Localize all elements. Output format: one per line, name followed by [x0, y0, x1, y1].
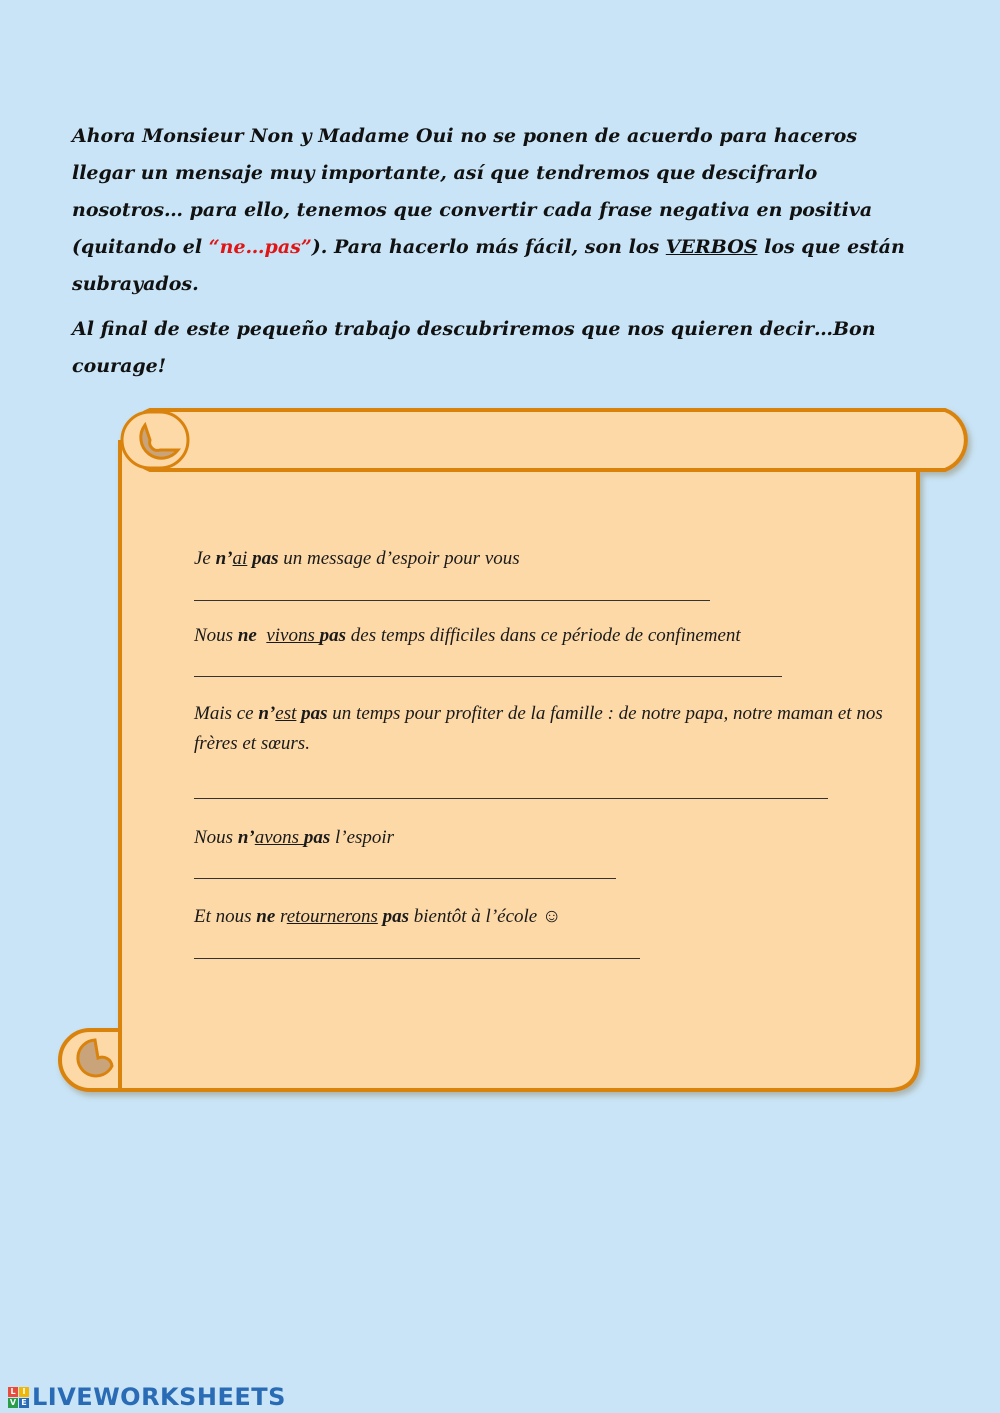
sentence-2 [194, 621, 741, 651]
sentence-3-post: un temps pour profiter de la famille : de notre papa, notre maman et nos frères et sœurs. [194, 703, 883, 754]
logo-mark-letter: V [9, 1397, 17, 1407]
instructions-text-b: ). Para hacerlo más fácil, son los [311, 236, 666, 258]
answer-input-3[interactable] [194, 770, 832, 798]
instructions-paragraph-2: Al final de este pequeño trabajo descubriremos que nos quieren decir…Bon courage! [72, 318, 876, 377]
sentence-2-gap [257, 625, 267, 646]
underlined-verb: avons [254, 827, 304, 848]
verbos-underlined: VERBOS [665, 236, 758, 258]
sentence-5 [194, 902, 561, 932]
negation-pas: pas [303, 827, 331, 848]
ne-pas-highlight: ne…pas [219, 236, 301, 258]
quote-close: ” [300, 236, 312, 258]
sentence-1-post: un message d’espoir pour vous [278, 548, 520, 569]
sentence-1-pre: Je [194, 548, 216, 569]
sentence-5-post: bientôt à l’école [409, 906, 542, 927]
negation-pas: pas [252, 548, 279, 569]
logo-mark-letter: L [8, 1387, 18, 1397]
instructions-text-c: los que están subrayados. [72, 236, 905, 295]
sentence-3-pre: Mais ce [194, 703, 259, 724]
negation-ne: n’ [215, 548, 233, 569]
answer-line-2[interactable] [194, 676, 782, 677]
sentence-5-pre: Et nous [194, 906, 257, 927]
answer-input-4[interactable] [194, 850, 620, 878]
logo-mark-letter: E [19, 1398, 29, 1408]
answer-input-1[interactable] [194, 572, 714, 600]
negation-ne: n’ [258, 703, 276, 724]
sentence-3 [194, 699, 909, 759]
sentence-2-pre: Nous [194, 625, 238, 646]
sentence-4-pre: Nous [194, 827, 238, 848]
answer-line-1[interactable] [194, 600, 710, 601]
negation-ne: ne [256, 906, 276, 927]
liveworksheets-logo [8, 1382, 286, 1412]
negation-pas: pas [382, 906, 410, 927]
negation-pas: pas [319, 625, 347, 646]
sentence-4-post: l’espoir [330, 827, 395, 848]
negation-ne: ne [237, 625, 257, 646]
answer-input-5[interactable] [194, 930, 644, 958]
sentence-4 [194, 823, 394, 853]
quote-open: “ [208, 236, 220, 258]
instructions-text-a: Ahora Monsieur Non y Madame Oui no se ponen de acuerdo para haceros llegar un mensaje muy importante, así que tendremos que descifrarlo nosotros… para ello, tenemos que convertir cada frase negativa en positiva (quitando el [72, 125, 873, 258]
answer-line-3[interactable] [194, 798, 828, 799]
sentence-2-post: des temps difficiles dans ce période de confinement [346, 625, 741, 646]
answer-input-2[interactable] [194, 648, 786, 676]
underlined-verb: est [275, 703, 297, 724]
smiley-icon: ☺ [541, 906, 562, 927]
answer-line-5[interactable] [194, 958, 640, 959]
negation-pas: pas [301, 703, 328, 724]
negation-ne: n’ [237, 827, 255, 848]
logo-text: LIVEWORKSHEETS [32, 1383, 286, 1411]
logo-mark-letter: I [19, 1387, 29, 1397]
underlined-verb: vivons [266, 625, 320, 646]
sentence-1 [194, 544, 520, 574]
underlined-verb: etournerons [286, 906, 378, 927]
sentence-5-r: r [275, 906, 287, 927]
underlined-verb: ai [232, 548, 248, 569]
answer-line-4[interactable] [194, 878, 616, 879]
logo-mark-icon [8, 1387, 29, 1408]
